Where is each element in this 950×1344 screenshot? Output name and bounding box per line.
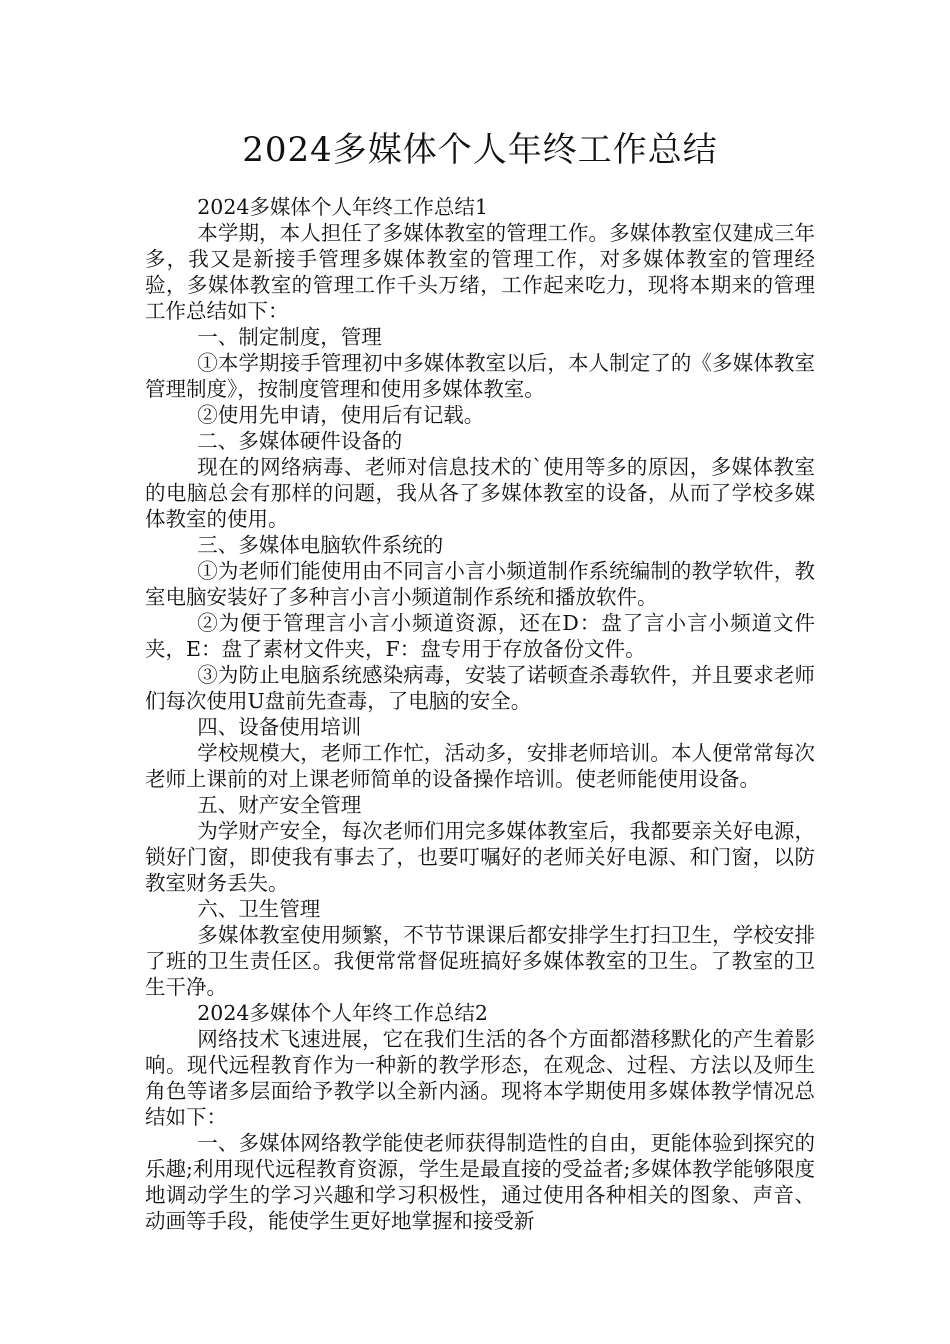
- paragraph: 一、多媒体网络教学能使老师获得制造性的自由，更能体验到探究的乐趣;利用现代远程教育资源，学生是最直接的受益者;多媒体教学能够限度地调动学生的学习兴趣和学习积极性，通过使用各种相关的图象、声音、动画等手段，能使学生更好地掌握和接受新: [145, 1131, 815, 1233]
- paragraph: ①为老师们能使用由不同言小言小频道制作系统编制的教学软件，教室电脑安装好了多种言小言小频道制作系统和播放软件。: [145, 559, 815, 609]
- section-heading: 六、卫生管理: [197, 897, 321, 921]
- paragraph: ②为便于管理言小言小频道资源，还在D：盘了言小言小频道文件夹，E：盘了素材文件夹，F：盘专用于存放备份文件。: [145, 611, 815, 661]
- paragraph: ③为防止电脑系统感染病毒，安装了诺顿查杀毒软件，并且要求老师们每次使用U盘前先查毒，了电脑的安全。: [145, 663, 815, 713]
- paragraph: 学校规模大，老师工作忙，活动多，安排老师培训。本人便常常每次老师上课前的对上课老师简单的设备操作培训。使老师能使用设备。: [145, 741, 815, 791]
- paragraph: 现在的网络病毒、老师对信息技术的`使用等多的原因，多媒体教室的电脑总会有那样的问题，我从各了多媒体教室的设备，从而了学校多媒体教室的使用。: [145, 455, 815, 531]
- document-title: 2024多媒体个人年终工作总结: [242, 130, 718, 170]
- section-heading: 2024多媒体个人年终工作总结2: [197, 1001, 488, 1025]
- paragraph: 为学财产安全，每次老师们用完多媒体教室后，我都要亲关好电源，锁好门窗，即使我有事去了，也要叮嘱好的老师关好电源、和门窗，以防教室财务丢失。: [145, 819, 815, 895]
- paragraph: ①本学期接手管理初中多媒体教室以后，本人制定了的《多媒体教室管理制度》，按制度管理和使用多媒体教室。: [145, 351, 815, 401]
- paragraph: 网络技术飞速进展，它在我们生活的各个方面都潜移默化的产生着影响。现代远程教育作为一种新的教学形态，在观念、过程、方法以及师生角色等诸多层面给予教学以全新内涵。现将本学期使用多媒体教学情况总结如下：: [145, 1027, 815, 1129]
- section-heading: 三、多媒体电脑软件系统的: [197, 533, 444, 557]
- document-body: [145, 194, 815, 1234]
- paragraph: 本学期，本人担任了多媒体教室的管理工作。多媒体教室仅建成三年多，我又是新接手管理多媒体教室的管理工作，对多媒体教室的管理经验，多媒体教室的管理工作千头万绪，工作起来吃力，现将本期来的管理工作总结如下：: [145, 221, 815, 323]
- paragraph: ②使用先申请，使用后有记载。: [197, 403, 485, 427]
- section-heading: 五、财产安全管理: [197, 793, 362, 817]
- paragraph: 多媒体教室使用频繁，不节节课课后都安排学生打扫卫生，学校安排了班的卫生责任区。我便常常督促班搞好多媒体教室的卫生。了教室的卫生干净。: [145, 923, 815, 999]
- section-heading: 四、设备使用培训: [197, 715, 362, 739]
- section-heading: 一、制定制度，管理: [197, 325, 382, 349]
- section-heading: 2024多媒体个人年终工作总结1: [197, 195, 488, 219]
- section-heading: 二、多媒体硬件设备的: [197, 429, 403, 453]
- document-page: [145, 128, 815, 1234]
